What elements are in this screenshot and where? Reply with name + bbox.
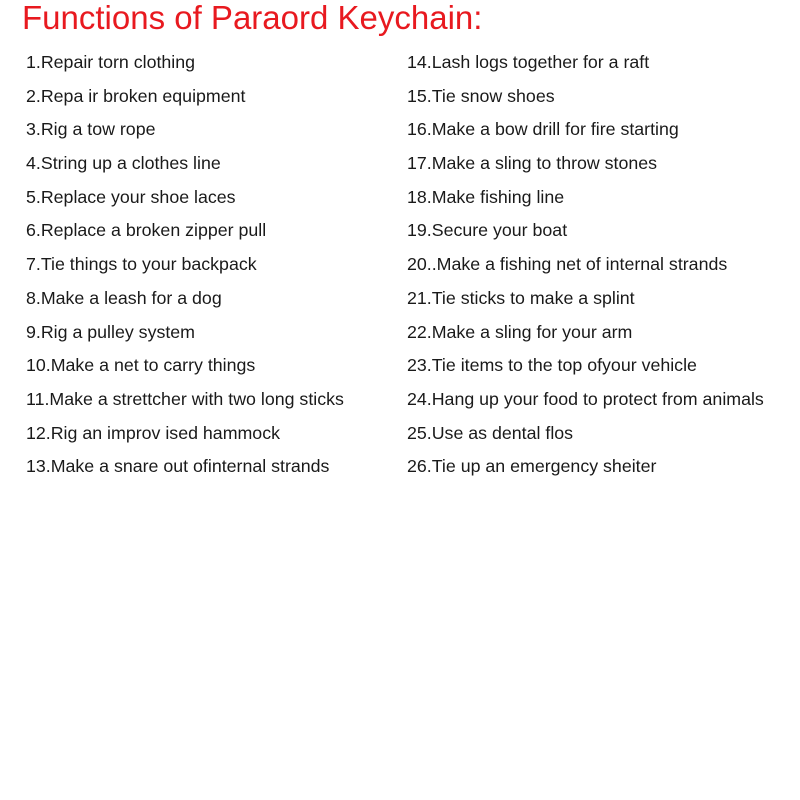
list-item: 14.Lash logs together for a raft [407, 52, 650, 72]
list-item: 9.Rig a pulley system [26, 321, 195, 342]
page-title: Functions of Paraord Keychain: [22, 0, 483, 36]
list-item: 12.Rig an improv ised hammock [26, 422, 280, 443]
list-item: 2.Repa ir broken equipment [26, 85, 246, 106]
list-item: 23.Tie items to the top ofyour vehicle [407, 355, 697, 376]
list-item: 13.Make a snare out ofinternal strands [26, 456, 330, 477]
list-item: 5.Replace your shoe laces [26, 186, 236, 207]
list-item: 26.Tie up an emergency sheiter [407, 456, 657, 477]
list-item: 8.Make a leash for a dog [26, 287, 222, 308]
list-item: 17.Make a sling to throw stones [407, 153, 658, 174]
list-item: 11.Make a strettcher with two long sticks [26, 388, 344, 409]
list-item: 18.Make fishing line [407, 186, 565, 207]
list-item: 21.Tie sticks to make a splint [407, 287, 635, 308]
list-item: 10.Make a net to carry things [26, 355, 256, 376]
list-item: 6.Replace a broken zipper pull [26, 220, 267, 241]
list-item: 24.Hang up your food to protect from animals [407, 388, 764, 409]
functions-list-left [26, 46, 344, 484]
list-item: 15.Tie snow shoes [407, 85, 555, 106]
functions-list-right [407, 46, 764, 484]
list-item: 7.Tie things to your backpack [26, 254, 257, 275]
list-item: 22.Make a sling for your arm [407, 321, 633, 342]
list-item: 16.Make a bow drill for fire starting [407, 119, 679, 140]
list-item: 19.Secure your boat [407, 220, 568, 241]
list-item: 3.Rig a tow rope [26, 119, 156, 140]
list-item: 25.Use as dental flos [407, 422, 574, 443]
list-item: 1.Repair torn clothing [26, 52, 196, 72]
list-item: 20..Make a fishing net of internal strands [407, 254, 728, 275]
list-item: 4.String up a clothes line [26, 153, 221, 174]
